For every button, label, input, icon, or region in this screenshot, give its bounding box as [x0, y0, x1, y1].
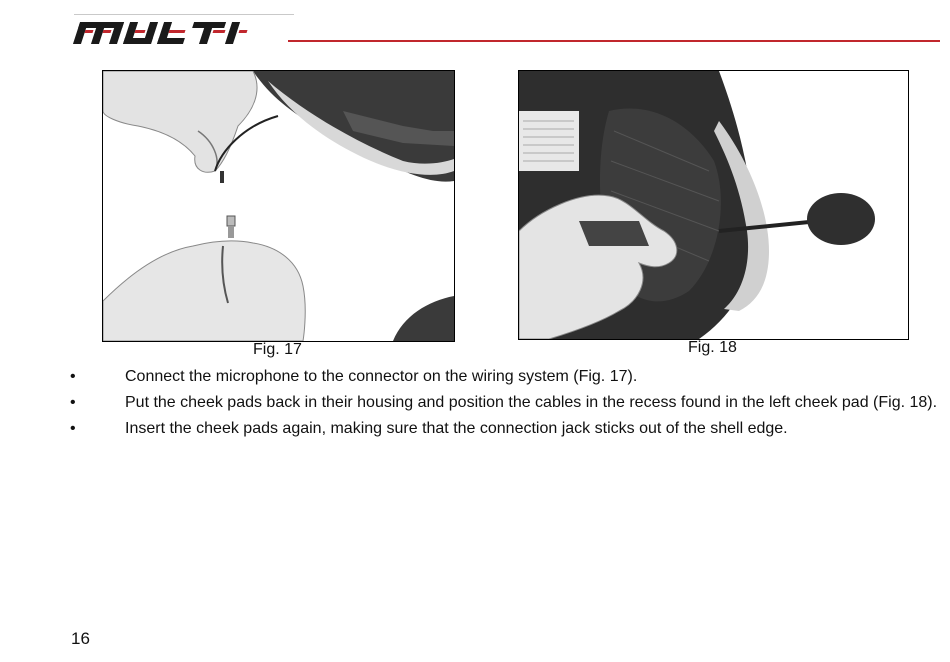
list-item: [70, 367, 940, 387]
page-header: [70, 10, 942, 50]
header-red-rule: [288, 40, 940, 42]
bullet-icon: •: [70, 420, 76, 437]
multi-logo: [70, 10, 300, 50]
list-item: [70, 419, 940, 439]
figure-18-photo: [518, 70, 909, 340]
bullet-icon: •: [70, 394, 76, 411]
figure-17-caption: Fig. 17: [253, 341, 302, 358]
instruction-text: Connect the microphone to the connector on the wiring system (Fig. 17).: [125, 368, 638, 385]
instruction-text: Insert the cheek pads again, making sure that the connection jack sticks out of the shell edge.: [125, 420, 788, 437]
instruction-text: Put the cheek pads back in their housing and position the cables in the recess found in the left cheek pad (Fig. 18).: [125, 394, 938, 411]
bullet-icon: •: [70, 368, 76, 385]
figure-17-photo: [102, 70, 455, 342]
instruction-list: [70, 367, 940, 445]
figure-18-caption: Fig. 18: [688, 339, 737, 356]
list-item: [70, 393, 940, 413]
page-number: 16: [71, 629, 90, 648]
